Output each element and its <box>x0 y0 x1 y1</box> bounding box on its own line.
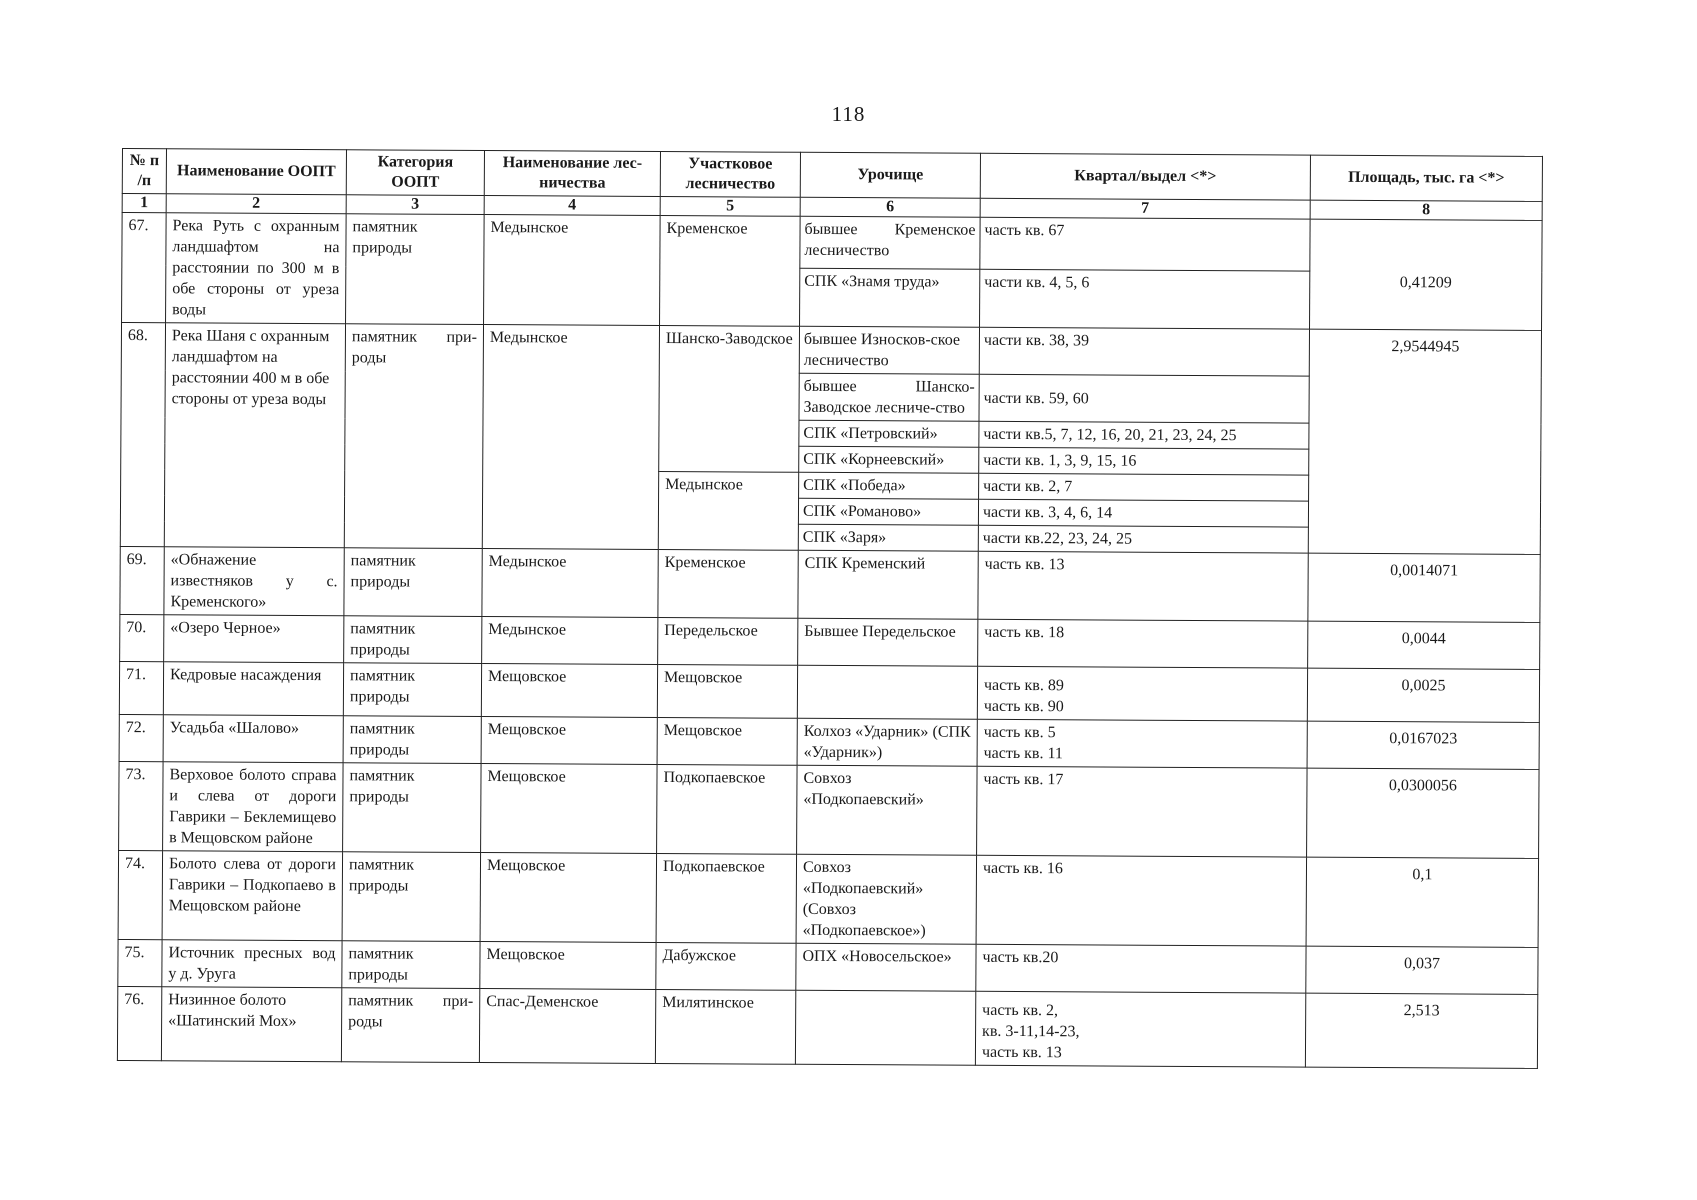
district-forestry: Кременское <box>658 550 798 619</box>
oopt-name: «Обнажение известняков у с. Кременского» <box>164 547 344 616</box>
quarter-line: часть кв. 11 <box>983 744 1063 763</box>
district-forestry: Мещовское <box>657 664 797 718</box>
col-number: 1 <box>122 194 166 213</box>
quarter <box>977 719 1307 768</box>
tract: СПК «Заря» <box>798 524 978 551</box>
oopt-name: Река Руть с охранным ландшафтом на расстоянии по 300 м в обе стороны от уреза воды <box>166 213 347 324</box>
area-value: 0,0300056 <box>1307 768 1539 858</box>
quarter <box>975 991 1305 1067</box>
oopt-category: памятник природы <box>344 548 482 617</box>
table-row <box>117 986 1537 1068</box>
row-num: 74. <box>118 850 162 939</box>
tract: Совхоз «Подкопаевский» <box>797 765 977 855</box>
quarter: части кв.5, 7, 12, 16, 20, 21, 23, 24, 25 <box>979 421 1309 449</box>
table-row <box>118 850 1538 947</box>
oopt-name: «Озеро Черное» <box>164 615 344 663</box>
forestry-name: Мещовское <box>480 942 656 990</box>
oopt-name: Река Шаня с охранным ландшафтом на расстоянии 400 м в обе стороны от уреза воды <box>164 323 345 548</box>
tract <box>797 665 977 719</box>
district-forestry: Передельское <box>658 618 798 666</box>
header-quarter: Квартал/выдел <*> <box>980 153 1310 200</box>
forestry-name: Мещовское <box>480 853 656 943</box>
quarter-line: часть кв. 2, <box>982 1001 1059 1020</box>
header-forestry: Наименование лес-ничества <box>484 151 660 197</box>
oopt-category: памятник природы <box>342 852 480 942</box>
quarter <box>977 666 1307 721</box>
quarter-line: часть кв. 89 <box>983 676 1064 695</box>
area-value: 0,0025 <box>1307 668 1539 722</box>
district-forestry: Мещовское <box>657 717 797 765</box>
area-value: 0,0167023 <box>1307 721 1539 769</box>
forestry-name: Медынское <box>484 215 661 326</box>
header-district: Участковое лесничество <box>660 152 800 198</box>
quarter: части кв. 4, 5, 6 <box>980 269 1310 329</box>
table-row <box>119 661 1539 722</box>
row-num: 76. <box>117 986 161 1060</box>
col-number: 3 <box>346 195 484 215</box>
oopt-name: Усадьба «Шалово» <box>163 715 343 763</box>
quarter: части кв. 59, 60 <box>979 374 1309 423</box>
tract: СПК «Корнеевский» <box>799 446 979 473</box>
col-number: 2 <box>166 194 346 214</box>
oopt-category: памятник при-роды <box>341 988 479 1063</box>
oopt-category: памятник природы <box>342 941 480 989</box>
oopt-name: Низинное болото «Шатинский Мох» <box>161 987 341 1062</box>
col-number: 4 <box>484 196 660 216</box>
quarter-line: часть кв. 5 <box>983 723 1056 742</box>
oopt-category: памятник природы <box>343 716 481 764</box>
header-area: Площадь, тыс. га <*> <box>1310 155 1542 201</box>
oopt-category: памятник природы <box>343 663 481 717</box>
area-value: 2,9544945 <box>1308 329 1541 554</box>
table-row <box>118 939 1538 994</box>
row-num: 71. <box>119 661 163 714</box>
quarter-line: кв. 3-11,14-23, <box>982 1022 1080 1041</box>
quarter: части кв. 38, 39 <box>979 327 1309 376</box>
district-forestry: Шанско-Заводское <box>659 326 800 473</box>
district-forestry: Дабужское <box>656 942 796 990</box>
row-num: 69. <box>120 546 164 614</box>
quarter: часть кв. 18 <box>978 619 1308 668</box>
area-value: 0,037 <box>1306 946 1538 994</box>
quarter: части кв.22, 23, 24, 25 <box>978 525 1308 553</box>
quarter: часть кв.20 <box>976 944 1306 993</box>
quarter-line: часть кв. 90 <box>983 697 1064 716</box>
header-row <box>122 149 1542 202</box>
oopt-table <box>117 148 1543 1069</box>
table-row <box>120 614 1540 669</box>
tract: Совхоз «Подкопаевский» (Совхоз «Подкопаевское») <box>796 854 976 944</box>
forestry-name: Спас-Деменское <box>479 989 655 1064</box>
forestry-name: Медынское <box>482 549 658 618</box>
forestry-name: Медынское <box>482 617 658 665</box>
forestry-name: Мещовское <box>481 764 657 854</box>
tract: бывшее Кременское лесничество <box>800 216 980 269</box>
tract <box>795 990 975 1065</box>
quarter: части кв. 1, 3, 9, 15, 16 <box>979 447 1309 475</box>
table-row <box>121 323 1541 378</box>
oopt-category: памятник природы <box>343 763 481 853</box>
area-value: 0,1 <box>1306 857 1538 947</box>
district-forestry: Кременское <box>660 216 801 327</box>
oopt-name: Кедровые насаждения <box>163 662 343 716</box>
table-row <box>119 714 1539 769</box>
quarter: часть кв. 17 <box>977 766 1307 857</box>
forestry-name: Мещовское <box>481 664 657 718</box>
district-forestry: Медынское <box>658 472 798 551</box>
oopt-name: Источник пресных вод у д. Уруга <box>162 940 342 988</box>
header-category: Категория ООПТ <box>346 150 484 196</box>
tract: СПК «Романово» <box>798 498 978 525</box>
tract: СПК Кременский <box>798 550 978 619</box>
tract: бывшее Шанско-Заводское лесниче-ство <box>799 373 979 421</box>
header-num: № п /п <box>122 149 166 194</box>
table-row <box>120 546 1540 622</box>
quarter-line: часть кв. 13 <box>981 1043 1062 1062</box>
quarter: часть кв. 16 <box>976 855 1306 946</box>
tract: СПК «Петровский» <box>799 420 979 447</box>
row-num: 68. <box>120 323 165 547</box>
oopt-name: Верховое болото справа и слева от дороги Гаврики – Беклемищево в Мещовском районе <box>163 762 343 852</box>
district-forestry: Милятинское <box>655 989 795 1064</box>
area-value: 2,513 <box>1305 993 1537 1068</box>
table-row <box>119 761 1539 858</box>
district-forestry: Подкопаевское <box>656 853 796 943</box>
col-number: 7 <box>980 198 1310 219</box>
forestry-name: Медынское <box>482 325 659 550</box>
header-name: Наименование ООПТ <box>166 149 346 195</box>
row-num: 75. <box>118 939 162 986</box>
quarter: часть кв. 13 <box>978 551 1308 621</box>
col-number: 5 <box>660 197 800 217</box>
tract: Колхоз «Ударник» (СПК «Ударник») <box>797 718 977 766</box>
tract: СПК «Знамя труда» <box>800 268 980 327</box>
forestry-name: Мещовское <box>481 717 657 765</box>
col-number: 6 <box>800 197 980 217</box>
quarter: часть кв. 67 <box>980 217 1310 271</box>
tract: бывшее Износков-ское лесничество <box>799 326 979 374</box>
oopt-category: памятник природы <box>346 214 485 325</box>
row-num: 67. <box>122 213 167 323</box>
quarter: части кв. 3, 4, 6, 14 <box>978 499 1308 527</box>
oopt-name: Болото слева от дороги Гаврики – Подкопаево в Мещовском районе <box>162 851 342 941</box>
row-num: 72. <box>119 714 163 761</box>
quarter: части кв. 2, 7 <box>979 473 1309 501</box>
tract: Бывшее Передельское <box>798 618 978 666</box>
oopt-category: памятник природы <box>344 616 482 664</box>
tract: СПК «Победа» <box>799 472 979 499</box>
table-row <box>122 213 1542 273</box>
col-number: 8 <box>1310 200 1542 220</box>
row-num: 70. <box>120 614 164 661</box>
page-number: 118 <box>831 102 866 126</box>
area-value: 0,0044 <box>1308 621 1540 669</box>
district-forestry: Подкопаевское <box>657 764 797 854</box>
area-value: 0,0014071 <box>1308 553 1540 622</box>
oopt-table-container <box>117 148 1542 1069</box>
tract: ОПХ «Новосельское» <box>796 943 976 991</box>
header-tract: Урочище <box>800 152 980 198</box>
row-num: 73. <box>119 761 163 850</box>
area-value: 0,41209 <box>1310 219 1543 330</box>
oopt-category: памятник при-роды <box>344 324 483 549</box>
